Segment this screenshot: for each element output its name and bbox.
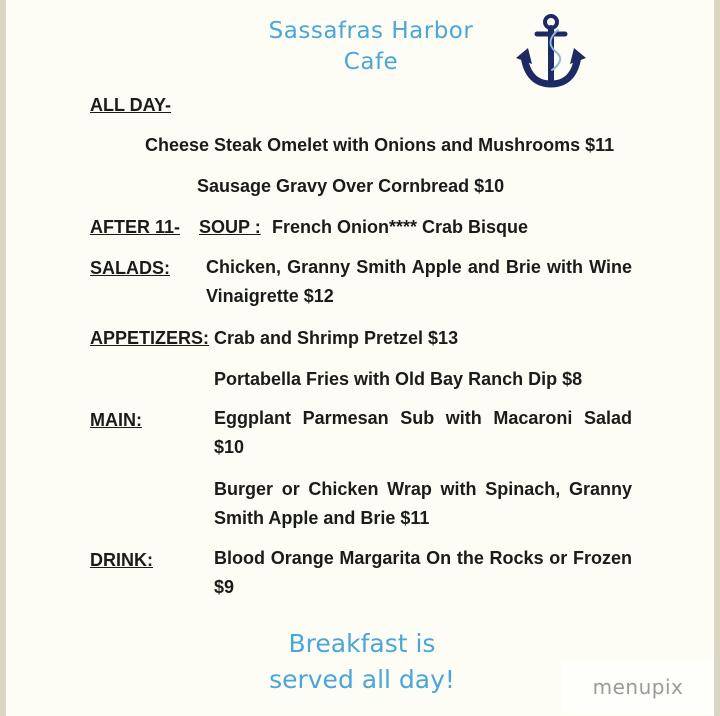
section-label-appetizers: APPETIZERS: <box>90 328 210 348</box>
breakfast-note <box>246 626 478 698</box>
section-label-soup: SOUP : <box>199 217 261 237</box>
menu-item-burger-wrap: Burger or Chicken Wrap with Spinach, Granny Smith Apple and Brie $11 <box>214 479 632 528</box>
menu-page <box>6 0 714 716</box>
cafe-title <box>246 16 496 78</box>
menu-item-portabella-fries: Portabella Fries with Old Bay Ranch Dip $8 <box>214 369 583 389</box>
title-line-2: Cafe <box>343 49 399 75</box>
section-label-salads: SALADS: <box>90 258 170 278</box>
menu-item-chicken-salad <box>206 253 632 311</box>
section-label-all-day: ALL DAY- <box>90 95 172 115</box>
breakfast-note-line-2: served all day! <box>269 665 455 694</box>
menu-item-cheese-steak-omelet: Cheese Steak Omelet with Onions and Mushrooms $11 <box>145 135 615 155</box>
menu-item-margarita: Blood Orange Margarita On the Rocks or Frozen $9 <box>214 548 632 597</box>
menu-item-chicken-salad-text: Chicken, Granny Smith Apple and Brie with Wine Vinaigrette $12 <box>206 257 632 306</box>
menu-item-soups: French Onion**** Crab Bisque <box>272 217 529 237</box>
section-label-after-11: AFTER 11- <box>90 217 181 237</box>
section-label-drink: DRINK: <box>90 550 153 570</box>
menu-item-sausage-gravy: Sausage Gravy Over Cornbread $10 <box>197 176 505 196</box>
anchor-icon <box>514 12 588 94</box>
watermark: menupix <box>562 660 714 714</box>
menu-item-crab-shrimp-pretzel: Crab and Shrimp Pretzel $13 <box>214 328 459 348</box>
section-label-main: MAIN: <box>90 410 142 430</box>
breakfast-note-line-1: Breakfast is <box>288 629 436 658</box>
menu-item-eggplant-sub: Eggplant Parmesan Sub with Macaroni Salad $10 <box>214 408 632 457</box>
title-line-1: Sassafras Harbor <box>268 18 474 44</box>
